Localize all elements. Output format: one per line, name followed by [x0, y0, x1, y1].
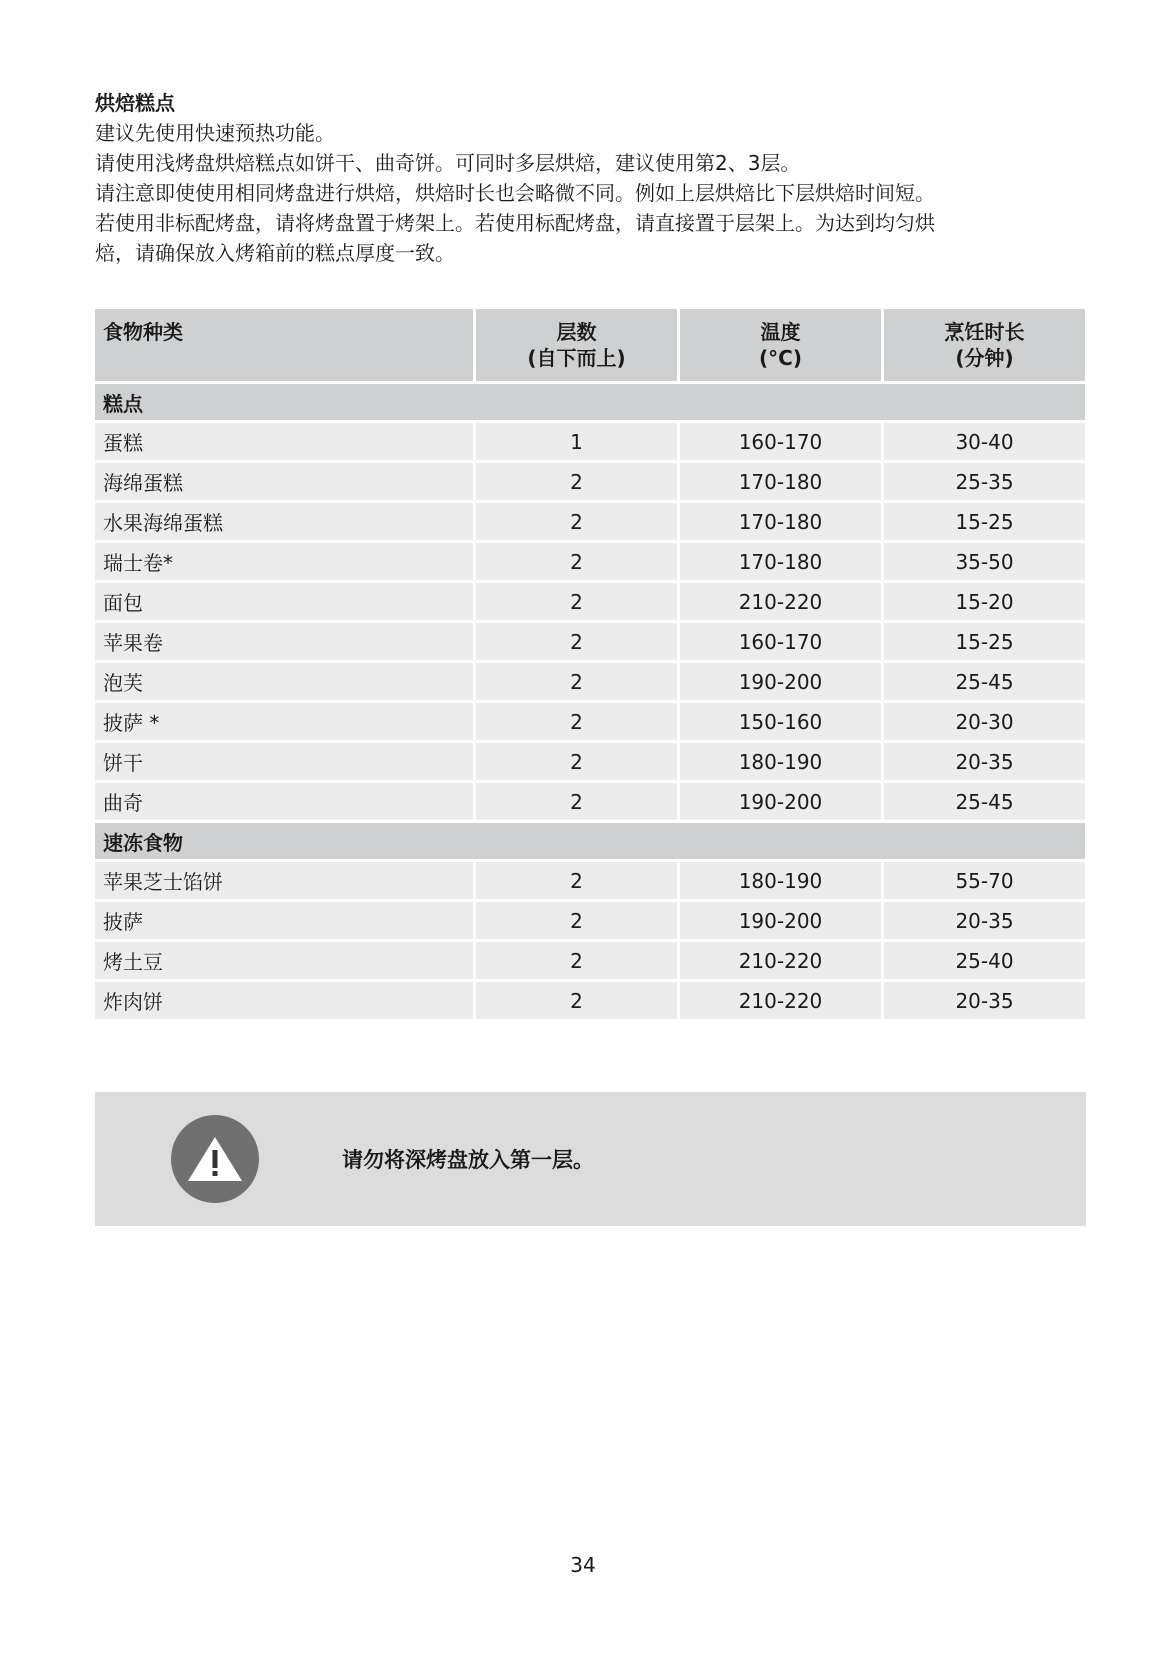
temp-cell: 180-190: [680, 862, 881, 899]
level-cell: 2: [476, 902, 677, 939]
table-body: [95, 384, 1085, 1019]
time-cell: 20-35: [884, 982, 1085, 1019]
food-cell: 蛋糕: [95, 423, 473, 460]
intro-line: 建议先使用快速预热功能。: [95, 121, 335, 145]
level-cell: 2: [476, 463, 677, 500]
temp-cell: 190-200: [680, 783, 881, 820]
table-row: [95, 623, 1085, 660]
temp-cell: 210-220: [680, 942, 881, 979]
food-cell: 苹果卷: [95, 623, 473, 660]
time-cell: 15-25: [884, 503, 1085, 540]
section-row: [95, 384, 1085, 420]
level-cell: 2: [476, 862, 677, 899]
level-cell: 2: [476, 623, 677, 660]
level-cell: 2: [476, 503, 677, 540]
level-cell: 1: [476, 423, 677, 460]
food-cell: 披萨 *: [95, 703, 473, 740]
section-heading: 烘焙糕点: [95, 91, 175, 115]
header-time-line2: (分钟): [955, 346, 1014, 370]
food-cell: 烤土豆: [95, 942, 473, 979]
table-row: [95, 743, 1085, 780]
table-row: [95, 423, 1085, 460]
temp-cell: 190-200: [680, 902, 881, 939]
food-cell: 炸肉饼: [95, 982, 473, 1019]
food-cell: 曲奇: [95, 783, 473, 820]
table-row: [95, 982, 1085, 1019]
temp-cell: 190-200: [680, 663, 881, 700]
level-cell: 2: [476, 743, 677, 780]
table-row: [95, 463, 1085, 500]
food-cell: 海绵蛋糕: [95, 463, 473, 500]
food-cell: 披萨: [95, 902, 473, 939]
time-cell: 25-40: [884, 942, 1085, 979]
header-time: [884, 309, 1085, 381]
food-cell: 面包: [95, 583, 473, 620]
temp-cell: 170-180: [680, 503, 881, 540]
intro-section: [95, 88, 1055, 268]
section-row: [95, 823, 1085, 859]
time-cell: 25-45: [884, 663, 1085, 700]
header-level: [476, 309, 677, 381]
level-cell: 2: [476, 942, 677, 979]
header-level-line2: (自下而上): [527, 346, 626, 370]
temp-cell: 170-180: [680, 543, 881, 580]
time-cell: 20-35: [884, 743, 1085, 780]
temp-cell: 160-170: [680, 423, 881, 460]
header-level-line1: 层数: [556, 320, 597, 344]
food-cell: 泡芙: [95, 663, 473, 700]
table-row: [95, 783, 1085, 820]
temp-cell: 170-180: [680, 463, 881, 500]
time-cell: 20-30: [884, 703, 1085, 740]
section-title: 速冻食物: [95, 823, 1085, 859]
time-cell: 25-45: [884, 783, 1085, 820]
warning-text: 请勿将深烤盘放入第一层。: [342, 1148, 594, 1172]
intro-line: 焙，请确保放入烤箱前的糕点厚度一致。: [95, 241, 455, 265]
page-number: 34: [570, 1553, 596, 1577]
level-cell: 2: [476, 783, 677, 820]
header-food: 食物种类: [95, 309, 473, 381]
warning-triangle-icon: [186, 1135, 244, 1183]
temp-cell: 160-170: [680, 623, 881, 660]
table-row: [95, 663, 1085, 700]
table-row: [95, 503, 1085, 540]
baking-table: [92, 306, 1088, 1022]
level-cell: 2: [476, 982, 677, 1019]
temp-cell: 180-190: [680, 743, 881, 780]
temp-cell: 210-220: [680, 982, 881, 1019]
time-cell: 35-50: [884, 543, 1085, 580]
intro-line: 若使用非标配烤盘，请将烤盘置于烤架上。若使用标配烤盘，请直接置于层架上。为达到均匀烘: [95, 211, 935, 235]
time-cell: 15-25: [884, 623, 1085, 660]
level-cell: 2: [476, 543, 677, 580]
time-cell: 30-40: [884, 423, 1085, 460]
header-temp-line1: 温度: [760, 320, 801, 344]
level-cell: 2: [476, 703, 677, 740]
food-cell: 苹果芝士馅饼: [95, 862, 473, 899]
temp-cell: 210-220: [680, 583, 881, 620]
level-cell: 2: [476, 663, 677, 700]
section-title: 糕点: [95, 384, 1085, 420]
header-temp-line2: (°C): [759, 346, 802, 370]
time-cell: 25-35: [884, 463, 1085, 500]
level-cell: 2: [476, 583, 677, 620]
table-row: [95, 583, 1085, 620]
table-header-row: [95, 309, 1085, 381]
food-cell: 饼干: [95, 743, 473, 780]
header-time-line1: 烹饪时长: [944, 320, 1025, 344]
intro-line: 请使用浅烤盘烘焙糕点如饼干、曲奇饼。可同时多层烘焙，建议使用第2、3层。: [95, 151, 801, 175]
header-temp: [680, 309, 881, 381]
table-row: [95, 703, 1085, 740]
temp-cell: 150-160: [680, 703, 881, 740]
food-cell: 瑞士卷*: [95, 543, 473, 580]
time-cell: 15-20: [884, 583, 1085, 620]
warning-box: [95, 1092, 1086, 1226]
table-row: [95, 862, 1085, 899]
food-cell: 水果海绵蛋糕: [95, 503, 473, 540]
intro-line: 请注意即使使用相同烤盘进行烘焙，烘焙时长也会略微不同。例如上层烘焙比下层烘焙时间短。: [95, 181, 935, 205]
time-cell: 20-35: [884, 902, 1085, 939]
table-row: [95, 902, 1085, 939]
time-cell: 55-70: [884, 862, 1085, 899]
warning-badge: [171, 1115, 259, 1203]
table-row: [95, 543, 1085, 580]
table-row: [95, 942, 1085, 979]
